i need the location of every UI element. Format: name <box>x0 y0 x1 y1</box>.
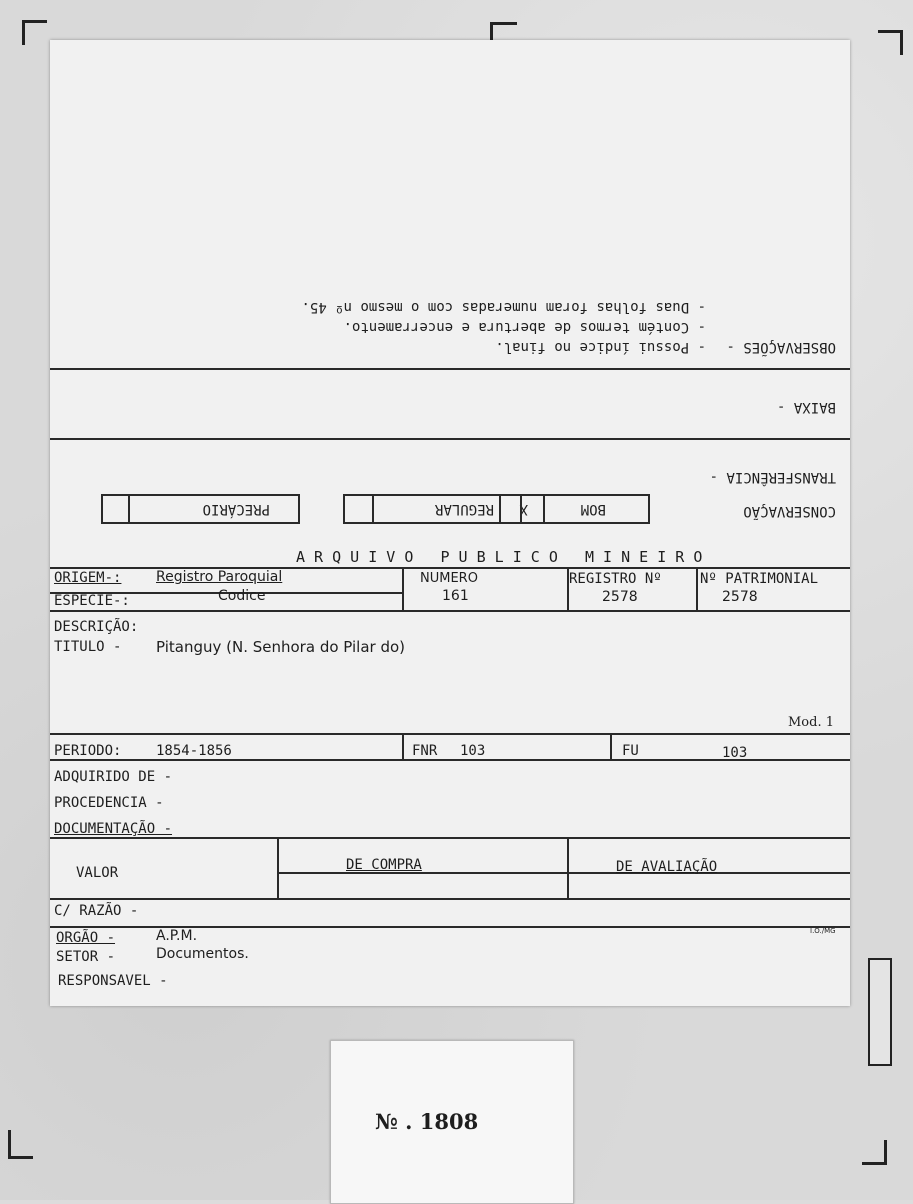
crop-mark-bottom-right <box>862 1140 887 1165</box>
crop-mark-top-left <box>22 20 47 45</box>
fu-label: FU <box>622 743 639 759</box>
setor-label: SETOR - <box>56 949 116 965</box>
regular-label: REGULAR <box>434 501 494 517</box>
origem-label: ORIGEM-: <box>54 570 122 586</box>
precario-label: PRECÁRIO <box>202 501 270 517</box>
registro-label: REGISTRO Nº <box>569 571 662 587</box>
stamp-number: № . 1808 <box>375 1109 479 1134</box>
titulo-label: TITULO - <box>54 639 122 655</box>
razao-label: C/ RAZÃO - <box>54 903 139 919</box>
registro-value: 2578 <box>602 589 638 605</box>
titulo-value: Pitanguy (N. Senhora do Pilar do) <box>156 638 406 656</box>
number-stamp-card <box>330 1040 574 1204</box>
conservacao-label: CONSERVAÇÃO <box>743 503 836 519</box>
transferencia-label: TRANSFERÊNCIA - <box>709 469 836 485</box>
crop-mark-bottom-left <box>8 1130 33 1159</box>
descricao-label: DESCRIÇÃO: <box>54 619 139 635</box>
patrimonial-label: Nº PATRIMONIAL <box>700 571 819 587</box>
fu-value: 103 <box>722 745 748 761</box>
bom-mark: X <box>519 501 528 517</box>
procedencia-label: PROCEDENCIA - <box>54 795 164 811</box>
orgao-value: A.P.M. <box>156 928 198 944</box>
setor-value: Documentos. <box>156 946 249 962</box>
de-avaliacao-label: DE AVALIAÇÃO <box>616 859 718 875</box>
side-frame-mark <box>868 958 892 1066</box>
orgao-label: ORGÃO - <box>56 930 116 946</box>
bom-label: BOM <box>580 501 606 517</box>
catalog-card <box>50 40 850 1006</box>
observacao-line-1: - Possui índice no final. <box>495 339 706 355</box>
responsavel-label: RESPONSAVEL - <box>58 973 168 989</box>
crop-mark-top-right <box>878 30 903 55</box>
especie-value: Codice <box>218 588 266 604</box>
observacoes-label: OBSERVAÇÕES - <box>726 339 836 355</box>
io-mark: I.O./MG <box>810 927 836 935</box>
regular-box <box>343 494 522 524</box>
institution-title: A R Q U I V O P U B L I C O M I N E I R O <box>296 548 703 566</box>
periodo-label: PERIODO: <box>54 743 122 759</box>
baixa-label: BAIXA - <box>776 399 836 415</box>
de-compra-label: DE COMPRA <box>346 857 422 873</box>
fnr-value: 103 <box>460 743 486 759</box>
observacao-line-2: - Contém termos de abertura e encerramento. <box>343 319 706 335</box>
periodo-value: 1854-1856 <box>156 743 232 759</box>
numero-label: NUMERO <box>420 571 478 586</box>
valor-label: VALOR <box>76 865 119 881</box>
model-number: Mod. 1 <box>788 715 834 730</box>
upside-down-section <box>50 270 850 530</box>
patrimonial-value: 2578 <box>722 589 758 605</box>
fnr-label: FNR <box>412 743 438 759</box>
origem-value: Registro Paroquial <box>156 569 283 585</box>
numero-value: 161 <box>442 588 469 604</box>
observacao-line-3: - Duas folhas foram numeradas com o mesmo nº 45. <box>301 299 706 315</box>
adquirido-label: ADQUIRIDO DE - <box>54 769 173 785</box>
precario-box <box>101 494 300 524</box>
documentacao-label: DOCUMENTAÇÃO - <box>54 821 173 837</box>
especie-label: ESPECIE-: <box>54 593 130 609</box>
